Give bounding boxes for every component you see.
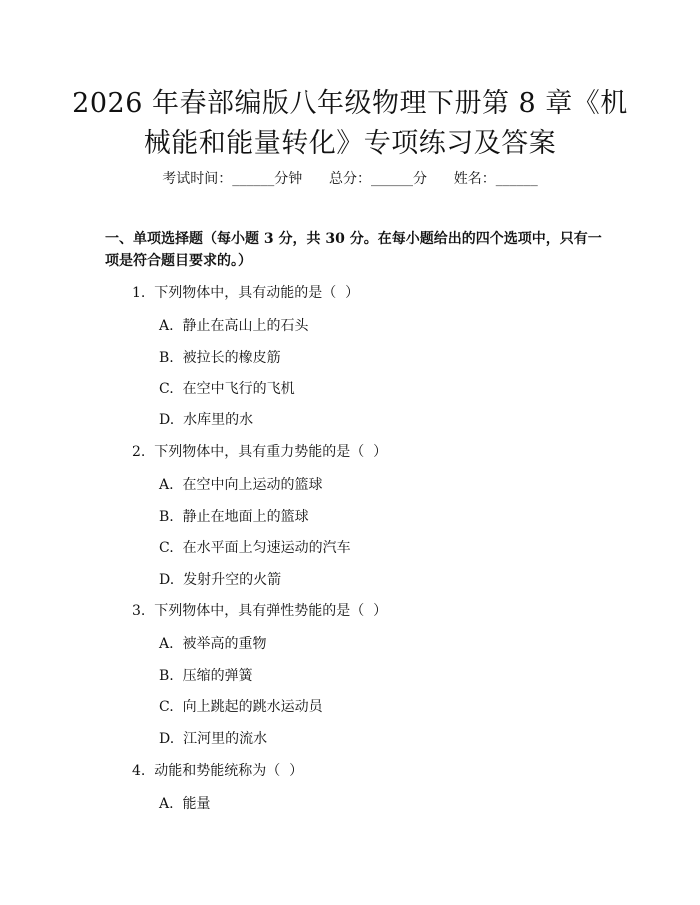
title-line-1: 2026 年春部编版八年级物理下册第 8 章《机	[72, 88, 628, 119]
question-3: 3. 下列物体中，具有弹性势能的是（ ）	[132, 603, 388, 619]
title-line-2: 械能和能量转化》专项练习及答案	[143, 128, 557, 159]
question-3-option-a: A. 被举高的重物	[159, 636, 267, 652]
question-2-option-d: D. 发射升空的火箭	[159, 572, 282, 588]
question-2-option-b: B. 静止在地面上的篮球	[159, 509, 309, 525]
question-4-option-a: A. 能量	[159, 796, 211, 812]
page-title	[70, 84, 630, 164]
exam-info-line: 考试时间：______分钟 总分：______分 姓名：______	[162, 171, 538, 187]
question-1-option-c: C. 在空中飞行的飞机	[159, 381, 295, 397]
question-1-option-b: B. 被拉长的橡皮筋	[159, 350, 281, 366]
section-heading: 一、单项选择题（每小题 3 分，共 30 分。在每小题给出的四个选项中，只有一项是符合题目要求的。）	[105, 231, 602, 269]
question-3-option-c: C. 向上跳起的跳水运动员	[159, 699, 323, 715]
question-2: 2. 下列物体中，具有重力势能的是（ ）	[132, 444, 388, 460]
question-1: 1. 下列物体中，具有动能的是（ ）	[132, 285, 360, 301]
question-2-option-c: C. 在水平面上匀速运动的汽车	[159, 540, 351, 556]
question-3-option-d: D. 江河里的流水	[159, 731, 268, 747]
question-2-option-a: A. 在空中向上运动的篮球	[159, 477, 323, 493]
question-3-option-b: B. 压缩的弹簧	[159, 668, 253, 684]
question-4: 4. 动能和势能统称为（ ）	[132, 763, 304, 779]
question-1-option-d: D. 水库里的水	[159, 412, 254, 428]
question-1-option-a: A. 静止在高山上的石头	[159, 318, 309, 334]
